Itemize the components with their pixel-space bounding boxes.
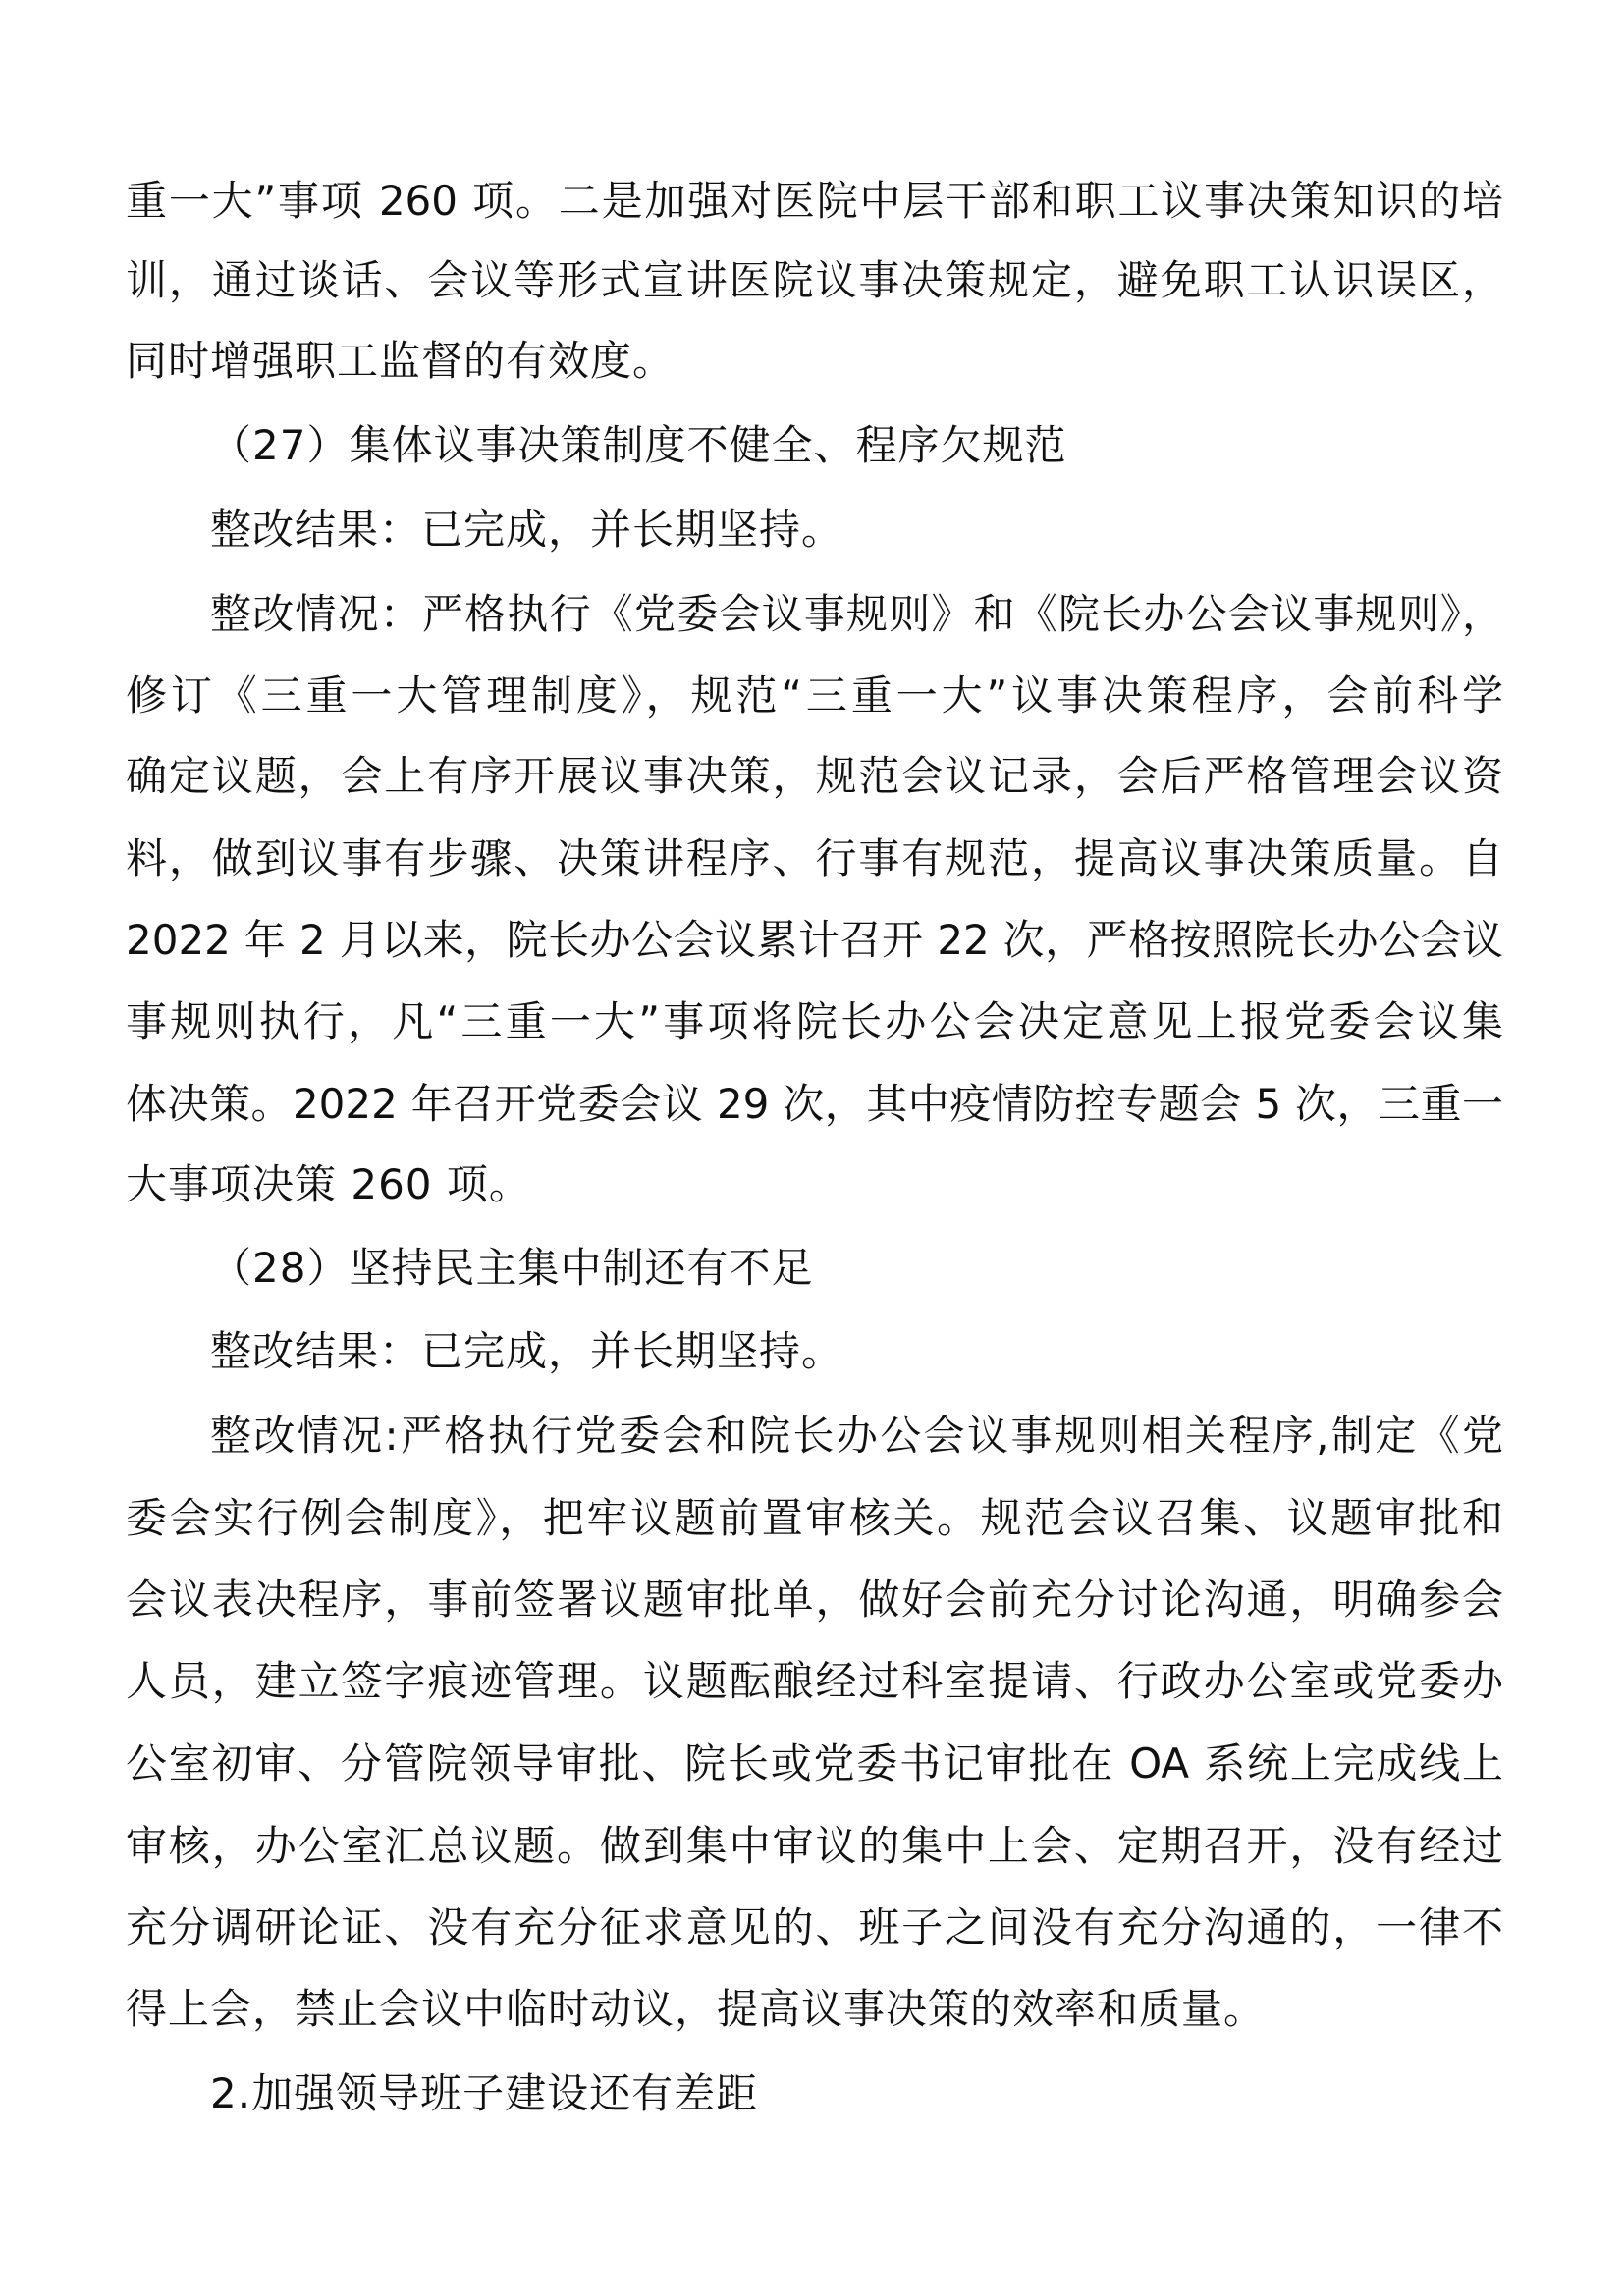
paragraph-line: 重一大”事项 260 项。二是加强对医院中层干部和职工议事决策知识的培	[126, 177, 1503, 225]
paragraph-line: 会议表决程序，事前签署议题审批单，做好会前充分讨论沟通，明确参会	[126, 1575, 1503, 1624]
paragraph-line: 公室初审、分管院领导审批、院长或党委书记审批在 OA 系统上完成线上	[126, 1739, 1503, 1788]
paragraph-line: 2022 年 2 月以来，院长办公会议累计召开 22 次，严格按照院长办公会议	[126, 916, 1503, 964]
paragraph-line: 确定议题，会上有序开展议事决策，规范会议记录，会后严格管理会议资	[126, 752, 1503, 800]
paragraph-line: 修订《三重一大管理制度》，规范“三重一大”议事决策程序，会前科学	[126, 671, 1503, 720]
paragraph-line: 审核，办公室汇总议题。做到集中审议的集中上会、定期召开，没有经过	[126, 1822, 1503, 1870]
paragraph-line: 充分调研论证、没有充分征求意见的、班子之间没有充分沟通的，一律不	[126, 1903, 1503, 1951]
section-heading-2: 2.加强领导班子建设还有差距	[210, 2069, 759, 2117]
section-heading-28: （28）坚持民主集中制还有不足	[210, 1244, 814, 1292]
paragraph-line: 人员，建立签字痕迹管理。议题酝酿经过科室提请、行政办公室或党委办	[126, 1657, 1503, 1705]
paragraph-line: 体决策。2022 年召开党委会议 29 次，其中疫情防控专题会 5 次，三重一	[126, 1080, 1503, 1128]
paragraph-line: 得上会，禁止会议中临时动议，提高议事决策的效率和质量。	[126, 1985, 1267, 2033]
paragraph-line: 同时增强职工监督的有效度。	[126, 337, 676, 385]
paragraph-line: 整改情况：严格执行《党委会议事规则》和《院长办公会议事规则》，	[210, 590, 1503, 638]
paragraph-line: 委会实行例会制度》，把牢议题前置审核关。规范会议召集、议题审批和	[126, 1494, 1503, 1542]
paragraph-line: 料，做到议事有步骤、决策讲程序、行事有规范，提高议事决策质量。自	[126, 834, 1503, 882]
rectification-result-28: 整改结果：已完成，并长期坚持。	[210, 1327, 844, 1375]
paragraph-line: 整改情况:严格执行党委会和院长办公会议事规则相关程序,制定《党	[210, 1412, 1503, 1460]
section-heading-27: （27）集体议事决策制度不健全、程序欠规范	[210, 421, 1067, 469]
paragraph-line: 训，通过谈话、会议等形式宣讲医院议事决策规定，避免职工认识误区，	[126, 256, 1503, 304]
rectification-result-27: 整改结果：已完成，并长期坚持。	[210, 506, 844, 554]
paragraph-line: 大事项决策 260 项。	[126, 1160, 531, 1208]
paragraph-line: 事规则执行，凡“三重一大”事项将院长办公会决定意见上报党委会议集	[126, 997, 1503, 1045]
